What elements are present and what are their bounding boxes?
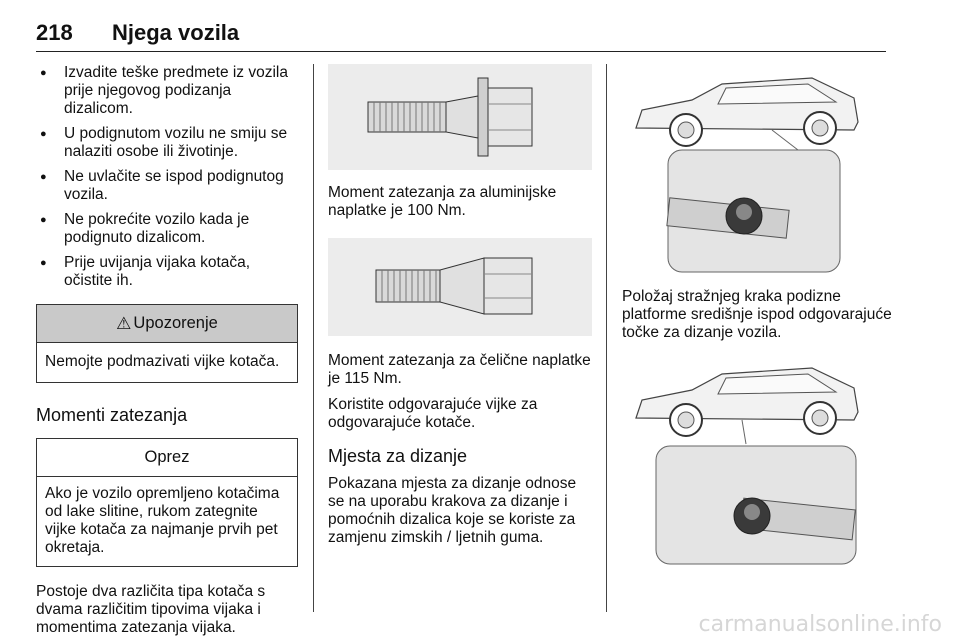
rear-lift-arm-caption: Položaj stražnjeg kraka podizne platforme središnje ispod odgovarajuće točke za dizanje vozila. [622,288,892,341]
steel-wheel-bolt-illustration [328,238,592,336]
page-title: Njega vozila [112,20,240,45]
alloy-torque-caption: Moment zatezanja za aluminijske naplatke je 100 Nm. [328,184,557,219]
column-divider [313,64,314,612]
warning-text: Nemojte podmazivati vijke kotača. [45,353,280,370]
section-heading-torque: Momenti zatezanja [36,405,188,425]
list-item: ● U podignutom vozilu ne smiju se nalaziti osobe ili životinje. [36,125,298,161]
warning-header [37,305,297,343]
car-lifting-point-icon [622,64,892,274]
list-item: ● Ne uvlačite se ispod podignutog vozila. [36,168,298,204]
wheel-types-paragraph: Postoje dva različita tipa kotača s dvama različitim tipovima vijaka i momentima zatezanja vijaka. [36,583,266,636]
safety-bullet-list [36,64,298,290]
car-lifting-point-icon [622,354,892,566]
column-middle [328,64,592,547]
list-item: ● Izvadite teške predmete iz vozila prije njegovog podizanja dizalicom. [36,64,298,118]
page-number: 218 [36,20,73,45]
bolt-usage-paragraph: Koristite odgovarajuće vijke za odgovarajuće kotače. [328,396,538,431]
page-header [36,16,886,52]
alloy-wheel-bolt-illustration [328,64,592,170]
warning-box [36,304,298,383]
warning-title: Upozorenje [133,314,218,332]
caution-text: Ako je vozilo opremljeno kotačima od lake slitine, rukom zategnite vijke kotača za najmanje prvih pet okretaja. [45,485,280,556]
list-item: ● Prije uvijanja vijaka kotača, očistite ih. [36,254,298,290]
rear-lifting-point-illustration [622,64,892,274]
front-lifting-point-illustration [622,354,892,566]
list-item: ● Ne pokrećite vozilo kada je podignuto dizalicom. [36,211,298,247]
section-heading-lifting-points: Mjesta za dizanje [328,446,468,466]
caution-header [37,439,297,477]
watermark: carmanualsonline.info [698,612,942,637]
column-left [36,64,298,637]
lifting-points-paragraph: Pokazana mjesta za dizanje odnose se na uporabu krakova za dizanje i pomoćnih dizalica koje se koriste za zamjenu zimskih / ljetnih guma. [328,475,577,546]
steel-torque-caption: Moment zatezanja za čelične naplatke je 115 Nm. [328,352,591,387]
column-divider [606,64,607,612]
column-right [622,64,892,566]
bolt-icon [328,238,592,336]
caution-title: Oprez [144,448,190,466]
bolt-with-washer-icon [328,64,592,170]
warning-triangle-icon: ⚠ [116,313,132,333]
caution-box [36,438,298,567]
